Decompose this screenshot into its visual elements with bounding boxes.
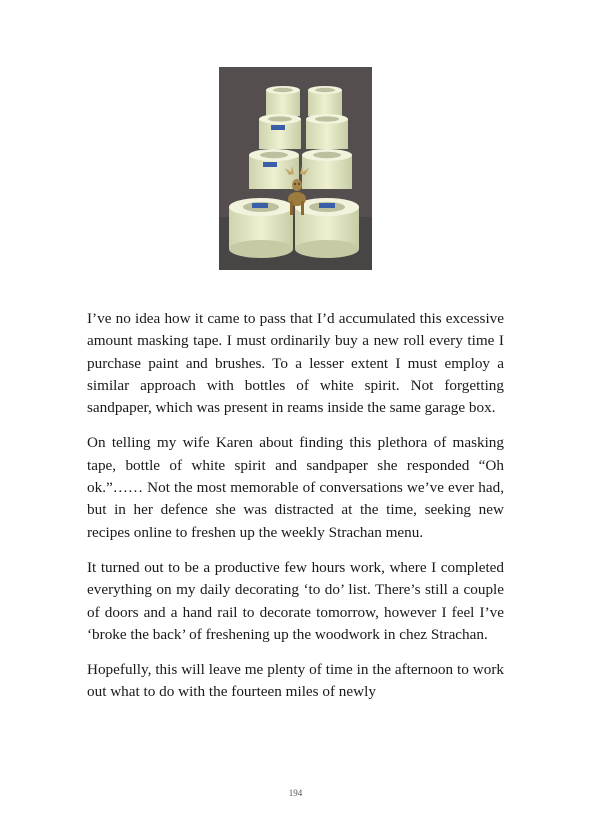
paragraph: On telling my wife Karen about finding this plethora of masking tape, bottle of white spirit and sandpaper she responded “Oh ok.”…… Not the most memorable of conversations we’ve ever had, but in her defence she was distracted at the time, seeking new recipes online to freshen up the weekly Strachan menu.: [87, 434, 504, 541]
tape-roll: [295, 198, 359, 258]
masking-tape-photo: [219, 67, 372, 270]
paragraph: It turned out to be a productive few hours work, where I completed everything on my daily decorating ‘to do’ list. There’s still a couple of doors and a hand rail to decorate tomorrow, however I feel I’ve ‘broke the back’ of freshening up the woodwork in chez Strachan.: [87, 558, 504, 643]
tape-roll: [306, 114, 348, 149]
tape-roll: [259, 114, 301, 149]
tape-roll: [266, 86, 300, 116]
paragraph: I’ve no idea how it came to pass that I’d accumulated this excessive amount masking tape. I must ordinarily buy a new roll every time I purchase paint and brushes. To a lesser extent I must employ a similar approach with bottles of white spirit. Not forgetting sandpaper, which was present in reams inside the same garage box.: [87, 310, 504, 417]
tape-roll: [308, 86, 342, 116]
body-text: [87, 308, 504, 704]
masking-tape-illustration: [219, 67, 372, 270]
tape-roll: [302, 149, 352, 189]
page-number: 194: [288, 788, 303, 798]
tape-roll: [229, 198, 293, 258]
paragraph: Hopefully, this will leave me plenty of time in the afternoon to work out what to do with the fourteen miles of newly: [87, 661, 504, 701]
